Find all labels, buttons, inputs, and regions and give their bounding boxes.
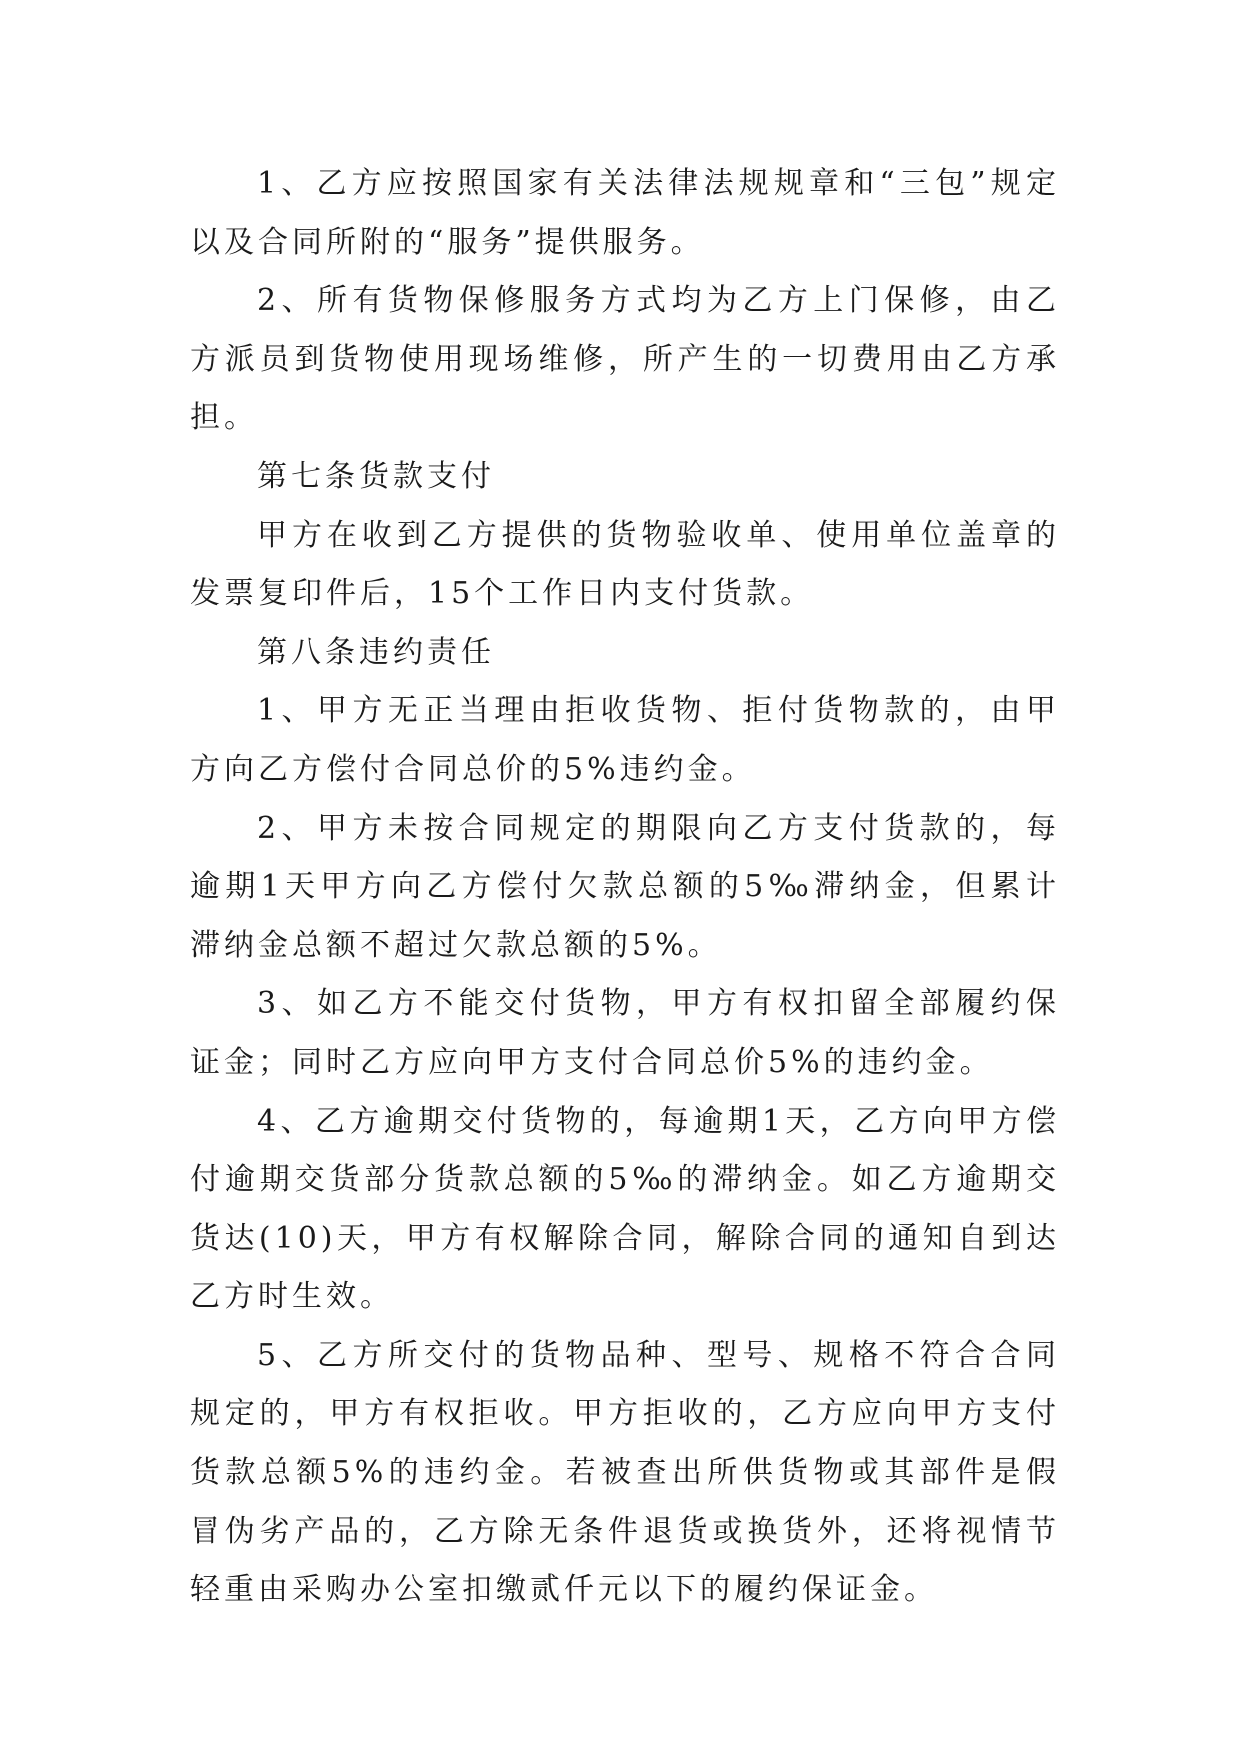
paragraph-payment-terms: 甲方在收到乙方提供的货物验收单、使用单位盖章的发票复印件后，15个工作日内支付货款。 — [190, 517, 1060, 612]
section-heading-article-8: 第八条违约责任 — [257, 634, 495, 670]
paragraph-onsite-repair: 2、所有货物保修服务方式均为乙方上门保修，由乙方派员到货物使用现场维修，所产生的一切费用由乙方承担。 — [190, 283, 1060, 436]
paragraph-breach-clause-5: 5、乙方所交付的货物品种、型号、规格不符合合同规定的，甲方有权拒收。甲方拒收的，乙方应向甲方支付货款总额5%的违约金。若被查出所供货物或其部件是假冒伪劣产品的，乙方除无条件退货或换货外，还将视情节轻重由采购办公室扣缴贰仟元以下的履约保证金。 — [190, 1337, 1060, 1608]
paragraph-warranty-three-guarantees: 1、乙方应按照国家有关法律法规规章和“三包”规定以及合同所附的“服务”提供服务。 — [190, 166, 1060, 260]
paragraph-breach-clause-2: 2、甲方未按合同规定的期限向乙方支付货款的，每逾期1天甲方向乙方偿付欠款总额的5‰滞纳金，但累计滞纳金总额不超过欠款总额的5%。 — [190, 810, 1060, 963]
paragraph-breach-clause-3: 3、如乙方不能交付货物，甲方有权扣留全部履约保证金；同时乙方应向甲方支付合同总价5%的违约金。 — [190, 986, 1060, 1080]
document-body — [190, 155, 1060, 1620]
paragraph-breach-clause-1: 1、甲方无正当理由拒收货物、拒付货物款的，由甲方向乙方偿付合同总价的5%违约金。 — [190, 693, 1060, 787]
paragraph-breach-clause-4: 4、乙方逾期交付货物的，每逾期1天，乙方向甲方偿付逾期交货部分货款总额的5‰的滞纳金。如乙方逾期交货达(10)天，甲方有权解除合同，解除合同的通知自到达乙方时生效。 — [190, 1103, 1060, 1315]
section-heading-article-7: 第七条货款支付 — [257, 458, 495, 494]
